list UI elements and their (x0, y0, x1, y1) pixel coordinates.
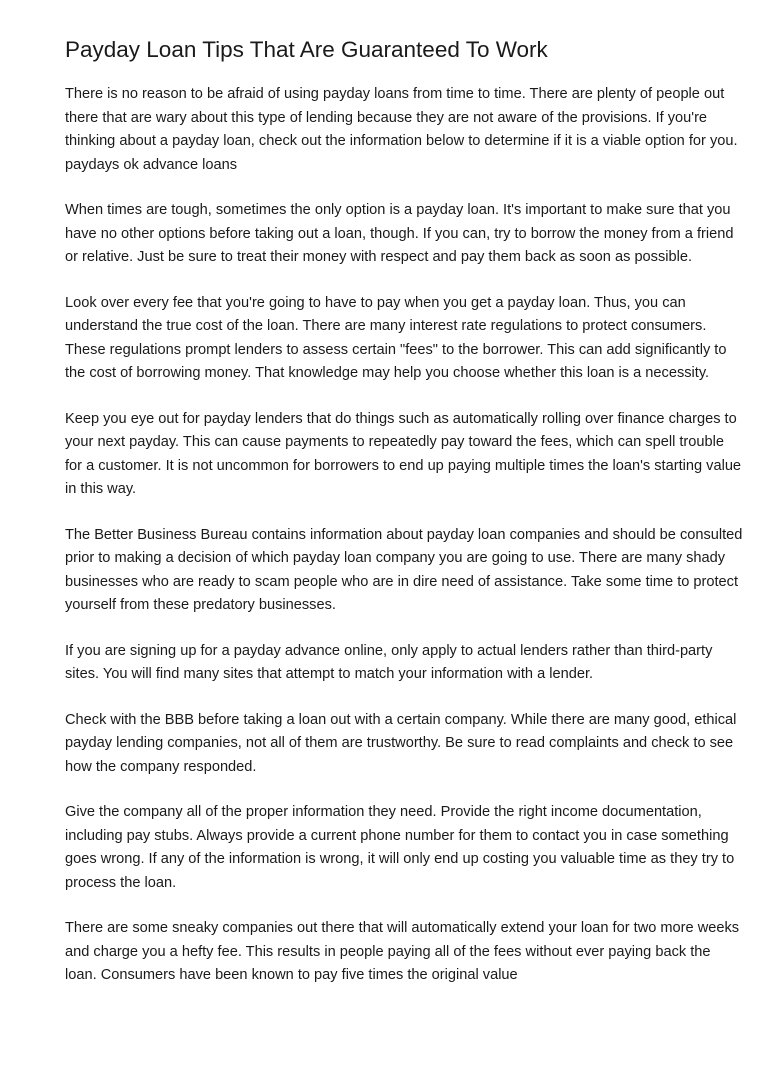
paragraph-5: The Better Business Bureau contains information about payday loan companies and should be consulted prior to making a decision of which payday loan company you are going to use. There are many shady businesses who are ready to scam people who are in dire need of assistance. Take some time to protect yourself from these predatory businesses. (65, 526, 743, 613)
document-page (65, 36, 745, 988)
page-title: Payday Loan Tips That Are Guaranteed To Work (65, 37, 548, 62)
document-body (65, 83, 745, 988)
paragraph-1: There is no reason to be afraid of using payday loans from time to time. There are plenty of people out there that are wary about this type of lending because they are not aware of the provisions. If you're thinking about a payday loan, check out the information below to determine if it is a viable option for you. paydays ok advance loans (65, 86, 738, 173)
paragraph-6: If you are signing up for a payday advance online, only apply to actual lenders rather than third-party sites. You will find many sites that attempt to match your information with a lender. (65, 642, 713, 682)
paragraph-9: There are some sneaky companies out there that will automatically extend your loan for two more weeks and charge you a hefty fee. This results in people paying all of the fees without ever paying back the loan. Consumers have been known to pay five times the original value (65, 920, 740, 983)
paragraph-4: Keep you eye out for payday lenders that do things such as automatically rolling over finance charges to your next payday. This can cause payments to repeatedly pay toward the fees, which can spell trouble for a customer. It is not uncommon for borrowers to end up paying multiple times the loan's starting value in this way. (65, 410, 742, 497)
paragraph-3: Look over every fee that you're going to have to pay when you get a payday loan. Thus, you can understand the true cost of the loan. There are many interest rate regulations to protect consumers. These regulations prompt lenders to assess certain "fees" to the borrower. This can add significantly to the cost of borrowing money. That knowledge may help you choose whether this loan is a necessity. (65, 294, 727, 381)
paragraph-7: Check with the BBB before taking a loan out with a certain company. While there are many good, ethical payday lending companies, not all of them are trustworthy. Be sure to read complaints and check to see how the company responded. (65, 711, 737, 775)
paragraph-2: When times are tough, sometimes the only option is a payday loan. It's important to make sure that you have no other options before taking out a loan, though. If you can, try to borrow the money from a friend or relative. Just be sure to treat their money with respect and pay them back as soon as possible. (65, 202, 734, 265)
paragraph-8: Give the company all of the proper information they need. Provide the right income documentation, including pay stubs. Always provide a current phone number for them to contact you in case something goes wrong. If any of the information is wrong, it will only end up costing you valuable time as they try to process the loan. (65, 804, 735, 891)
